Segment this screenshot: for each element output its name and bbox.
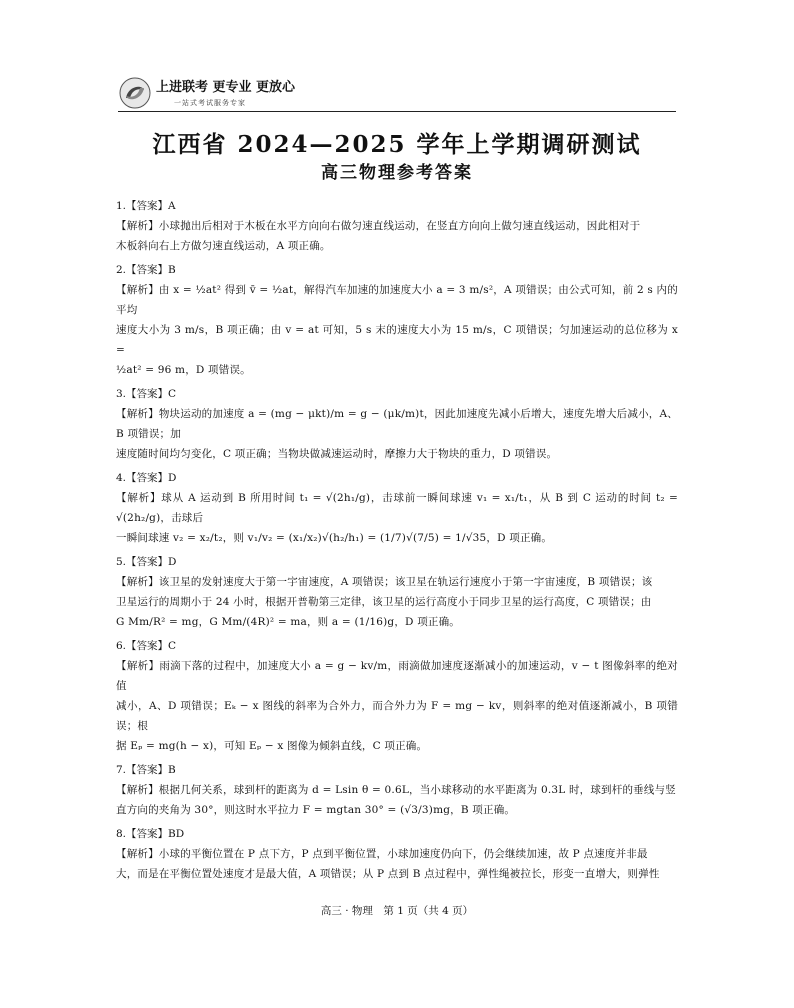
explanation-line: 【解析】该卫星的发射速度大于第一宇宙速度，A 项错误；该卫星在轨运行速度小于第一宇宙速度，B 项错误；该	[116, 576, 653, 588]
explanation-line: ½at² = 96 m，D 项错误。	[116, 364, 251, 376]
question-4	[116, 470, 678, 548]
explanation-line: 直方向的夹角为 30°，则这时水平拉力 F = mgtan 30° = (√3/3)mg，B 项正确。	[116, 804, 516, 816]
logo-slogan: 上进联考 更专业 更放心	[156, 80, 296, 95]
answer-line: 1.【答案】A	[116, 200, 176, 212]
swirl-logo-icon	[118, 76, 152, 110]
explanation	[116, 216, 678, 256]
explanation-line: 速度大小为 3 m/s，B 项正确；由 v = at 可知，5 s 末的速度大小为 15 m/s，C 项错误；匀加速运动的总位移为 x =	[116, 324, 678, 356]
explanation-line: 速度随时间均匀变化，C 项正确；当物块做减速运动时，摩擦力大于物块的重力，D 项错误。	[116, 448, 558, 460]
explanation-line: G Mm/R² = mg，G Mm/(4R)² = ma，则 a = (1/16)g，D 项正确。	[116, 616, 461, 628]
answer-line: 7.【答案】B	[116, 764, 176, 776]
explanation-line: 【解析】根据几何关系，球到杆的距离为 d = Lsin θ = 0.6L，当小球移动的水平距离为 0.3L 时，球到杆的垂线与竖	[116, 784, 676, 796]
question-2	[116, 262, 678, 380]
explanation-line: 【解析】球从 A 运动到 B 所用时间 t₁ = √(2h₁/g)，击球前一瞬间球速 v₁ = x₁/t₁，从 B 到 C 运动的时间 t₂ = √(2h₂/g)，击球后	[116, 492, 678, 524]
question-6	[116, 638, 678, 756]
explanation	[116, 844, 678, 884]
explanation-line: 【解析】雨滴下落的过程中，加速度大小 a = g − kv/m，雨滴做加速度逐渐减小的加速运动，v − t 图像斜率的绝对值	[116, 660, 678, 692]
explanation-line: 卫星运行的周期小于 24 小时，根据开普勒第三定律，该卫星的运行高度小于同步卫星的运行高度，C 项错误；由	[116, 596, 652, 608]
answer-line: 8.【答案】BD	[116, 828, 185, 840]
question-1	[116, 198, 678, 256]
question-8	[116, 826, 678, 884]
explanation-line: 减小，A、D 项错误；Eₖ − x 图线的斜率为合外力，而合外力为 F = mg − kv，则斜率的绝对值逐渐减小，B 项错误；根	[116, 700, 678, 732]
answer-list	[116, 198, 678, 884]
explanation	[116, 280, 678, 380]
explanation	[116, 572, 678, 632]
explanation	[116, 656, 678, 756]
explanation	[116, 488, 678, 548]
explanation-line: 【解析】小球抛出后相对于木板在水平方向向右做匀速直线运动，在竖直方向向上做匀速直线运动，因此相对于	[116, 220, 641, 232]
explanation	[116, 780, 678, 820]
explanation-line: 【解析】物块运动的加速度 a = (mg − μkt)/m = g − (μk/m)t，因此加速度先减小后增大，速度先增大后减小，A、B 项错误；加	[116, 408, 678, 440]
question-7	[116, 762, 678, 820]
page-subtitle: 高三物理参考答案	[321, 163, 473, 183]
explanation-line: 【解析】由 x = ½at² 得到 v̄ = ½at，解得汽车加速的加速度大小 a = 3 m/s²，A 项错误；由公式可知，前 2 s 内的平均	[116, 284, 678, 316]
explanation	[116, 404, 678, 464]
explanation-line: 一瞬间球速 v₂ = x₂/t₂，则 v₁/v₂ = (x₁/x₂)√(h₂/h₁) = (1/7)√(7/5) = 1/√35，D 项正确。	[116, 532, 553, 544]
header-divider	[118, 111, 676, 112]
answer-line: 4.【答案】D	[116, 472, 177, 484]
explanation-line: 【解析】小球的平衡位置在 P 点下方，P 点到平衡位置，小球加速度仍向下，仍会继续加速，故 P 点速度并非最	[116, 848, 648, 860]
answer-line: 6.【答案】C	[116, 640, 177, 652]
question-5	[116, 554, 678, 632]
explanation-line: 木板斜向右上方做匀速直线运动，A 项正确。	[116, 240, 331, 252]
answer-line: 5.【答案】D	[116, 556, 177, 568]
answer-line: 3.【答案】C	[116, 388, 177, 400]
page-footer: 高三 · 物理 第 1 页（共 4 页）	[320, 905, 474, 917]
explanation-line: 据 Eₚ = mg(h − x)，可知 Eₚ − x 图像为倾斜直线，C 项正确。	[116, 740, 428, 752]
answer-line: 2.【答案】B	[116, 264, 176, 276]
logo-tagline: 一站式考试服务专家	[174, 99, 246, 107]
header-logo	[118, 76, 295, 110]
explanation-line: 大，而是在平衡位置处速度才是最大值，A 项错误；从 P 点到 B 点过程中，弹性绳被拉长，形变一直增大，则弹性	[116, 868, 660, 880]
page-title: 江西省 2024—2025 学年上学期调研测试	[152, 131, 642, 158]
question-3	[116, 386, 678, 464]
